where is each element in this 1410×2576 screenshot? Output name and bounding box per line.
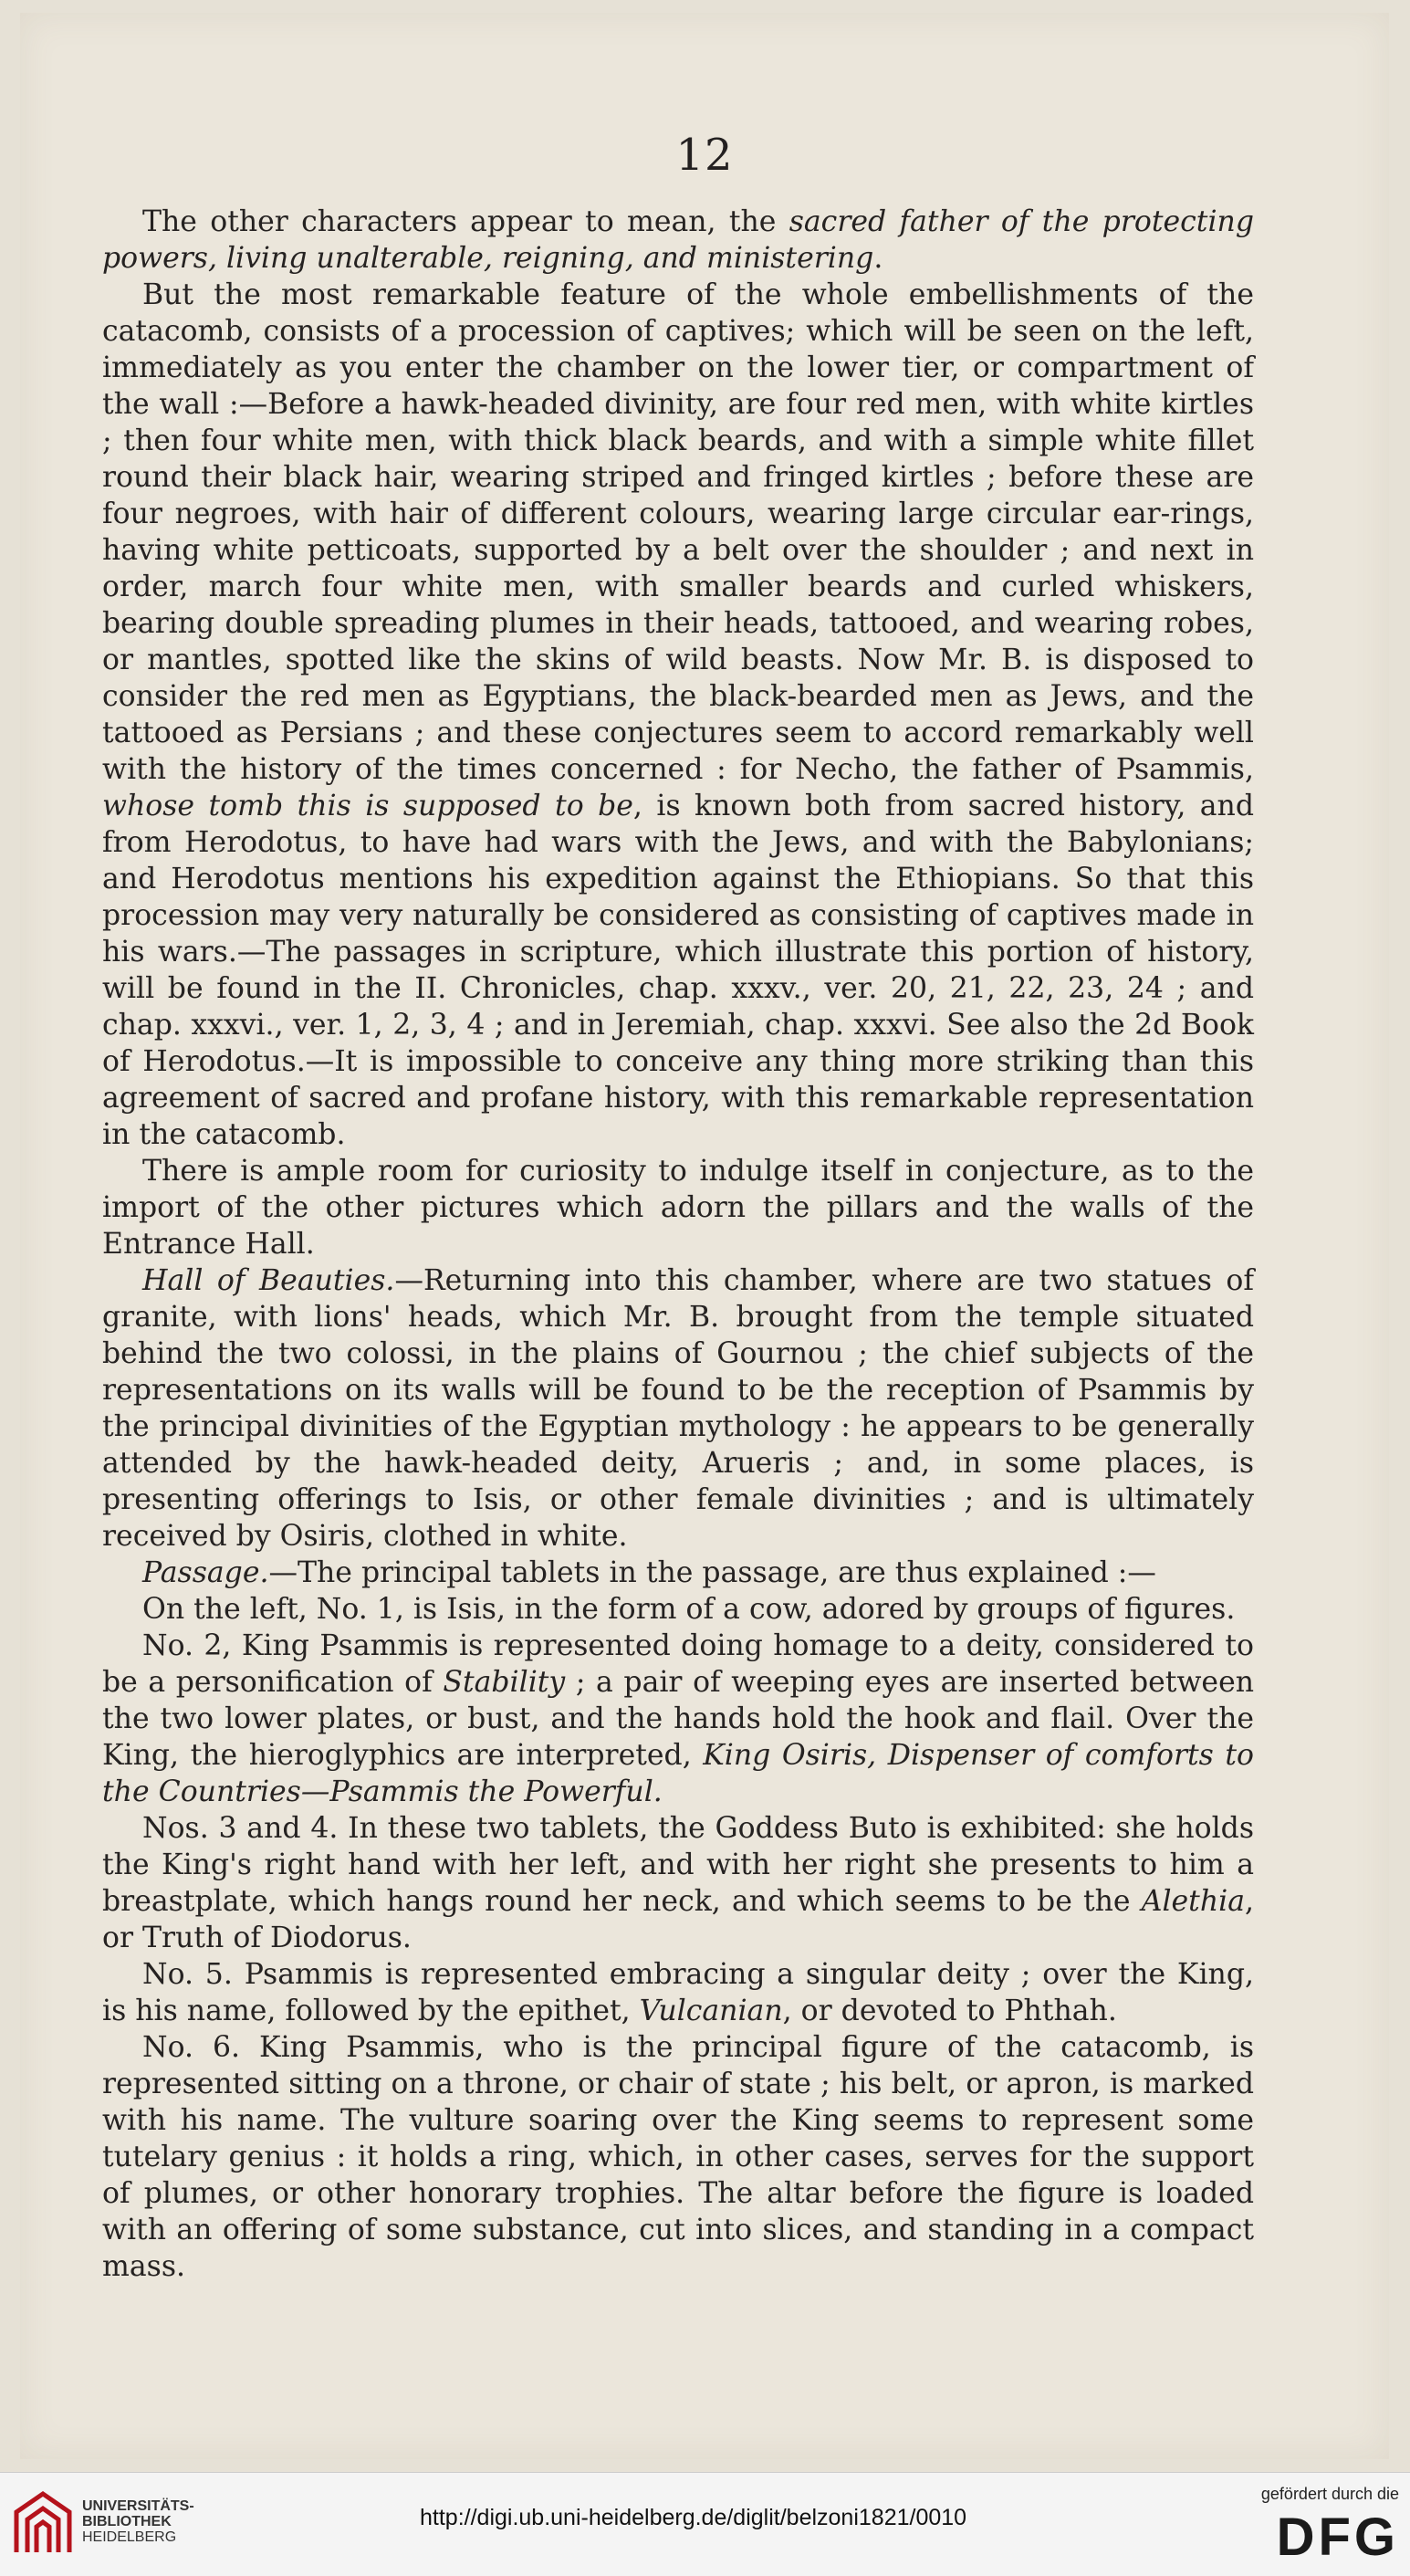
paragraph xyxy=(102,1555,1254,1591)
university-library-logo-icon[interactable] xyxy=(13,2488,73,2556)
text-run: , is known both from sacred history, and from Herodotus, to have had wars with the Jews, and with the Babylonians; and Herodotus mentions his expedition against the Ethiopians. So that this procession may very naturally be considered as consisting of captives made in his wars.—The passages in scripture, which illustrate this portion of history, will be found in the II. Chronicles, chap. xxxv., ver. 20, 21, 22, 23, 24 ; and chap. xxxvi., ver. 1, 2, 3, 4 ; and in Jeremiah, chap. xxxvi. See also the 2d Book of Herodotus.—It is impossible to conceive any thing more striking than this agreement of sacred and profane history, with this remarkable representation in the catacomb. xyxy=(102,790,1255,1151)
dfg-logo[interactable]: DFG xyxy=(1276,2508,1399,2567)
text-run: No. 6. King Psammis, who is the principal figure of the catacomb, is represented sitting on a throne, or chair of state ; his belt, or apron, is marked with his name. The vulture soaring over the King seems to represent some tutelary genius : it holds a ring, which, in other cases, serves for the support of plumes, or other honorary trophies. The altar before the figure is loaded with an offering of some substance, cut into slices, and standing in a compact mass. xyxy=(102,2031,1254,2283)
italic-text: Stability xyxy=(443,1666,566,1699)
permalink-url[interactable]: http://digi.ub.uni-heidelberg.de/diglit/belzoni1821/0010 xyxy=(420,2505,967,2530)
paragraph xyxy=(102,204,1254,277)
text-run: ; a pair of weeping eyes are inserted between the two lower plates, or bust, and the hands hold the hook and flail. Over the King, the hieroglyphics are interpreted, xyxy=(102,1666,1254,1772)
text-run: —The principal tablets in the passage, are thus explained :— xyxy=(268,1556,1156,1589)
paragraph xyxy=(102,1628,1254,1810)
italic-text: Hall of Beauties. xyxy=(142,1264,395,1297)
library-name-line3: HEIDELBERG xyxy=(82,2529,177,2545)
text-run: On the left, No. 1, is Isis, in the form of a cow, adored by groups of figures. xyxy=(142,1593,1236,1626)
paragraph xyxy=(102,1810,1254,1956)
text-run: No. 5. Psammis is represented embracing a singular deity ; over the King, is his name, followed by the epithet, xyxy=(102,1958,1254,2027)
paragraph xyxy=(102,277,1254,1153)
text-run: There is ample room for curiosity to indulge itself in conjecture, as to the import of the other pictures which adorn the pillars and the walls of the Entrance Hall. xyxy=(102,1155,1254,1261)
text-run: . xyxy=(873,242,883,275)
paragraph xyxy=(102,1262,1254,1555)
library-name-line2: BIBLIOTHEK xyxy=(82,2514,172,2529)
body-text xyxy=(102,204,1254,2285)
italic-text: Alethia xyxy=(1141,1885,1245,1918)
paragraph xyxy=(102,1153,1254,1262)
italic-text: Passage. xyxy=(142,1556,269,1589)
text-run: No. 2, King Psammis is represented doing homage to a deity, considered to be a personification of xyxy=(102,1629,1254,1699)
library-name-line1: UNIVERSITÄTS- xyxy=(82,2498,194,2514)
paragraph xyxy=(102,2029,1254,2285)
text-run: —Returning into this chamber, where are two statues of granite, with lions' heads, which Mr. B. brought from the temple situated behind the two colossi, in the plains of Gournou ; the chief subjects of the representations on its walls will be found to be the reception of Psammis by the principal divinities of the Egyptian mythology : he appears to be generally attended by the hawk-headed deity, Arueris ; and, in some places, is presenting offerings to Isis, or other female divinities ; and is ultimately received by Osiris, clothed in white. xyxy=(102,1264,1254,1553)
paragraph xyxy=(102,1956,1254,2029)
text-run: The other characters appear to mean, the xyxy=(142,205,789,238)
text-run: But the most remarkable feature of the whole embellishments of the catacomb, consists of a procession of captives; which will be seen on the left, immediately as you enter the chamber on the lower tier, or compartment of the wall :—Before a hawk-headed divinity, are four red men, with white kirtles ; then four white men, with thick black beards, and with a simple white fillet round their black hair, wearing striped and fringed kirtles ; before these are four negroes, with hair of different colours, wearing large circular ear-rings, having white petticoats, supported by a belt over the shoulder ; and next in order, march four white men, with smaller beards and curled whiskers, bearing double spreading plumes in their heads, tattooed, and wearing robes, or mantles, spotted like the skins of wild beasts. Now Mr. B. is disposed to consider the red men as Egyptians, the black-bearded men as Jews, and the tattooed as Persians ; and these conjectures seem to accord remarkably well with the history of the times concerned : for Necho, the father of Psammis, xyxy=(102,278,1254,786)
italic-text: whose tomb this is supposed to be xyxy=(102,790,633,822)
library-name xyxy=(82,2498,194,2545)
text-run: Nos. 3 and 4. In these two tablets, the Goddess Buto is exhibited: she holds the King's right hand with her left, and with her right she presents to him a breastplate, which hangs round her neck, and which seems to be the xyxy=(102,1812,1254,1918)
italic-text: King Osiris, Dispenser of comforts to the Countries—Psammis the Powerful. xyxy=(102,1739,1254,1808)
text-run: , or Truth of Diodorus. xyxy=(102,1885,1254,1954)
page-number: 12 xyxy=(675,130,734,181)
italic-text: sacred father of the protecting powers, living unalterable, reigning, and ministering xyxy=(102,205,1254,275)
text-run: , or devoted to Phthah. xyxy=(782,1995,1117,2027)
paragraph xyxy=(102,1591,1254,1628)
italic-text: Vulcanian xyxy=(639,1995,783,2027)
funded-by-label: gefördert durch die xyxy=(1260,2485,1399,2503)
